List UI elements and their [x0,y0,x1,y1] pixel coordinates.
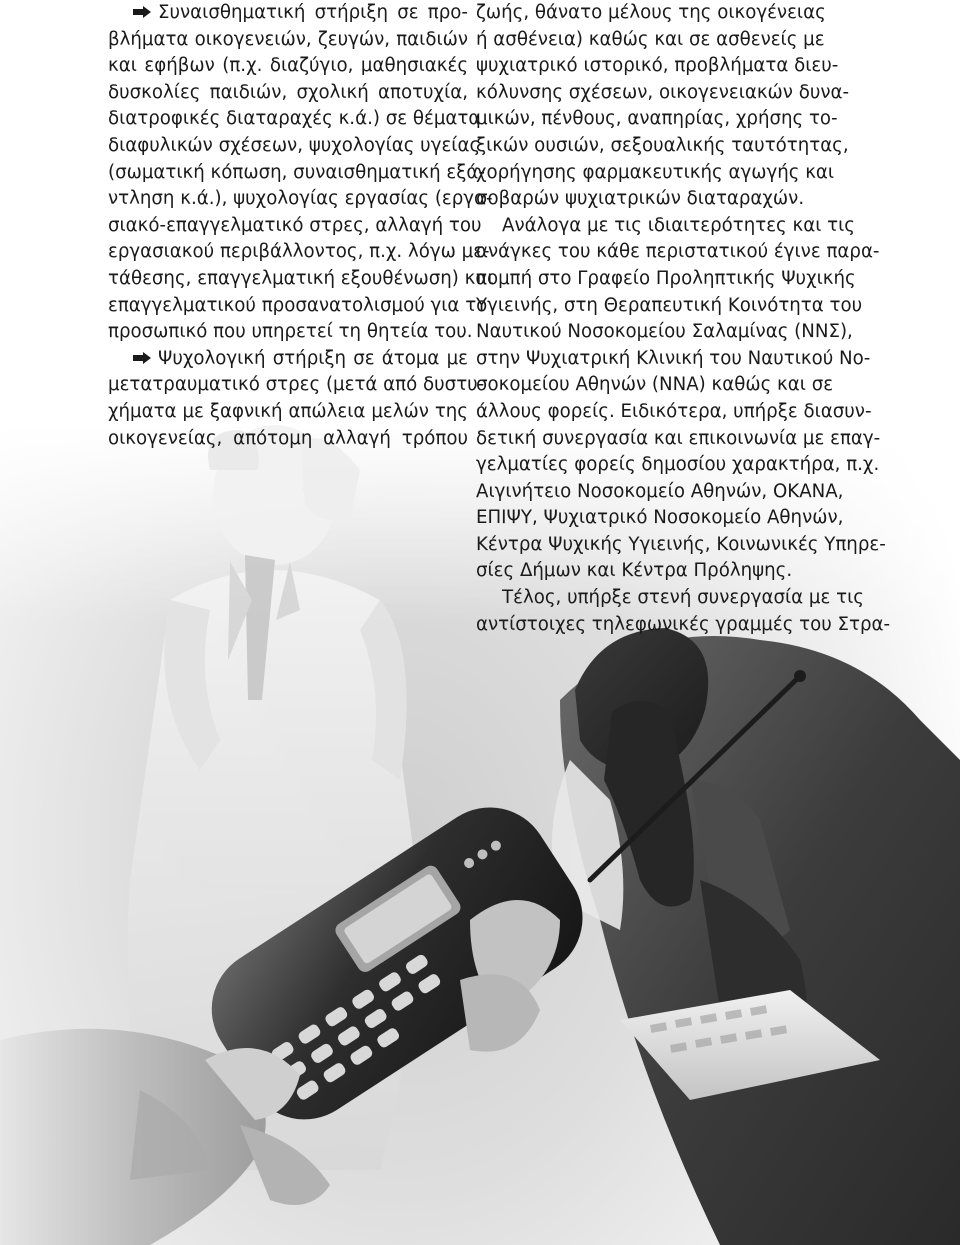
text-line: αντίστοιχες τηλεφωνικές γραμμές του Στρα- [476,613,891,635]
text-line: άλλους φορείς. Ειδικότερα, υπήρξε διασυν- [476,400,872,422]
text-line: δυσκολίες παιδιών, σχολική αποτυχία, [108,81,468,103]
text-line: ντληση κ.ά.), ψυχολογίας εργασίας (εργα- [108,188,493,210]
text-line: χορήγησης φαρμακευτικής αγωγής και [476,161,835,183]
text-line: εργασιακού περιβάλλοντος, π.χ. λόγω με- [108,241,490,263]
text-line: ή ασθένεια) καθώς και σε ασθενείς με [476,28,825,50]
text-line: σοκομείου Αθηνών (ΝΝΑ) καθώς και σε [476,374,834,396]
paragraph-3 [476,585,891,638]
text-line: ΕΠΙΨΥ, Ψυχιατρικό Νοσοκομείο Αθηνών, [476,507,844,529]
text-line: Υγιεινής, στη Θεραπευτική Κοινότητα του [476,294,863,316]
text-line: Συναισθηματική στήριξη σε προ- [108,0,468,27]
text-line: δετική συνεργασία και επικοινωνία με επαγ- [476,427,881,449]
text-line: τάθεσης, επαγγελματική εξουθένωση) και [108,267,494,289]
paragraph-1 [476,0,850,213]
text-line: σοβαρών ψυχιατρικών διαταραχών. [476,188,805,210]
text-line: ζωής, θάνατο μέλους της οικογένειας [476,2,826,23]
left-column [108,0,494,452]
text-line: (σωματική κόπωση, συναισθηματική εξά- [108,161,485,183]
text-line: διατροφικές διαταραχές κ.ά.) σε θέματα [108,108,481,130]
text-line: μετατραυματικό στρες (μετά από δυστυ- [108,374,485,396]
text-line: διαφυλικών σχέσεων, ψυχολογίας υγείας [108,134,481,156]
text-line: Ανάλογα με τις ιδιαιτερότητες και τις [502,214,855,236]
text-line: ξικών ουσιών, σεξουαλικής ταυτότητας, [476,134,849,156]
text-line: βλήματα οικογενειών, ζευγών, παιδιών [108,28,468,50]
text-line: μικών, πένθους, αναπηρίας, χρήσης το- [476,108,838,130]
text-line: οικογενείας, απότομη αλλαγή τρόπου [108,427,468,449]
text-line: και εφήβων (π.χ. διαζύγιο, μαθησιακές [108,55,468,77]
text-line: χήματα με ξαφνική απώλεια μελών της [108,400,468,422]
text-line: ανάγκες του κάθε περιστατικού έγινε παρα- [476,241,880,263]
arrow-bullet-icon [132,351,152,365]
text-line: Αιγινήτειο Νοσοκομείο Αθηνών, ΟΚΑΝΑ, [476,480,844,502]
text-line: Ψυχολογική στήριξη σε άτομα με [108,346,468,373]
text-line: κόλυνσης σχέσεων, οικογενειακών δυνα- [476,81,850,103]
text-line: σιακό-επαγγελματικό στρες, αλλαγή του [108,214,482,236]
right-column [476,0,891,638]
bullet-paragraph-2 [108,346,485,452]
text-line: Ναυτικού Νοσοκομείου Σαλαμίνας (ΝΝΣ), [476,321,853,343]
paragraph-2 [476,213,886,585]
text-line: γελματίες φορείς δημοσίου χαρακτήρα, π.χ. [476,454,880,476]
text-line: στην Ψυχιατρική Κλινική του Ναυτικού Νο- [476,347,871,369]
text-line: ψυχιατρικό ιστορικό, προβλήματα διευ- [476,55,839,77]
text-line: προσωπικό που υπηρετεί τη θητεία του. [108,321,473,343]
text-line: Τέλος, υπήρξε στενή συνεργασία με τις [502,587,864,609]
text-line: Κέντρα Ψυχικής Υγιεινής, Κοινωνικές Υπηρε- [476,533,886,555]
text-line: επαγγελματικού προσανατολισμού για το [108,294,488,316]
arrow-bullet-icon [132,5,152,19]
bullet-paragraph-1 [108,0,494,346]
text-line: πομπή στο Γραφείο Προληπτικής Ψυχικής [476,267,856,289]
text-line: σίες Δήμων και Κέντρα Πρόληψης. [476,560,793,582]
